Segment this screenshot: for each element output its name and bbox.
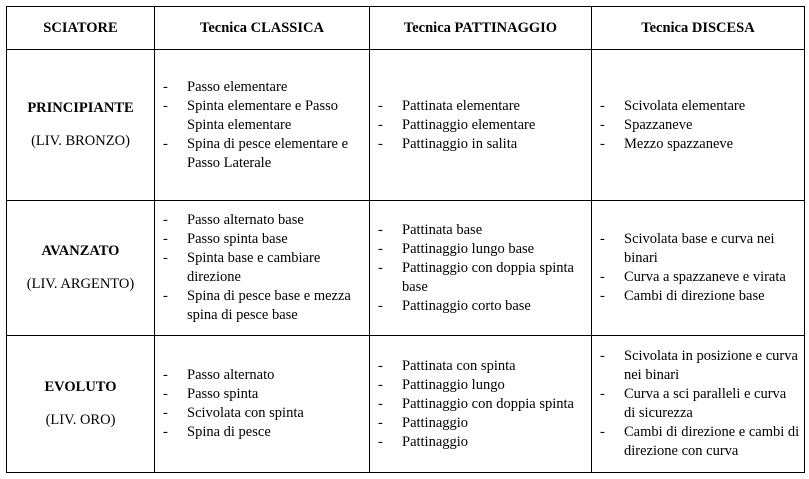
list-item: - Spina di pesce <box>155 423 369 442</box>
table-row <box>7 201 805 336</box>
list-item: - Scivolata elementare <box>592 97 804 116</box>
header-discesa: Tecnica DISCESA <box>592 7 805 50</box>
list-item: - Pattinaggio con doppia spinta <box>370 395 591 414</box>
list-item: - Passo elementare <box>155 78 369 97</box>
level-name: AVANZATO <box>41 243 120 259</box>
list-item: - Scivolata con spinta <box>155 404 369 423</box>
cell-pattinaggio <box>370 201 592 336</box>
cell-pattinaggio <box>370 336 592 473</box>
ski-technique-document <box>6 6 805 473</box>
cell-discesa <box>592 336 805 473</box>
ski-technique-table <box>6 6 805 473</box>
level-cell <box>7 201 155 336</box>
list-item: - Spazzaneve <box>592 116 804 135</box>
list-item: - Spina di pesce base e mezza spina di pesce base <box>155 287 369 325</box>
list-item: - Pattinaggio in salita <box>370 135 591 154</box>
list-item: - Pattinaggio corto base <box>370 297 591 316</box>
list-item: - Pattinata elementare <box>370 97 591 116</box>
list-item: - Spinta base e cambiare direzione <box>155 249 369 287</box>
list-item: - Scivolata base e curva nei binari <box>592 230 804 268</box>
cell-discesa <box>592 201 805 336</box>
list-item: - Cambi di direzione base <box>592 287 804 306</box>
technique-list <box>370 357 591 452</box>
list-item: - Passo spinta <box>155 385 369 404</box>
list-item: - Pattinaggio lungo <box>370 376 591 395</box>
list-item: - Spina di pesce elementare e Passo Laterale <box>155 135 369 173</box>
list-item: - Passo spinta base <box>155 230 369 249</box>
technique-list <box>592 97 804 154</box>
cell-discesa <box>592 50 805 201</box>
cell-classica <box>155 336 370 473</box>
technique-list <box>592 230 804 306</box>
technique-list <box>370 97 591 154</box>
header-classica: Tecnica CLASSICA <box>155 7 370 50</box>
list-item: - Pattinaggio <box>370 433 591 452</box>
header-sciatore: SCIATORE <box>7 7 155 50</box>
level-cell <box>7 50 155 201</box>
list-item: - Curva a spazzaneve e virata <box>592 268 804 287</box>
list-item: - Curva a sci paralleli e curva di sicurezza <box>592 385 804 423</box>
technique-list <box>155 366 369 442</box>
level-cell <box>7 336 155 473</box>
list-item: - Cambi di direzione e cambi di direzione con curva <box>592 423 804 461</box>
list-item: - Spinta elementare e Passo Spinta elementare <box>155 97 369 135</box>
level-badge: (LIV. ORO) <box>45 412 116 428</box>
table-row <box>7 50 805 201</box>
technique-list <box>155 78 369 173</box>
header-pattinaggio: Tecnica PATTINAGGIO <box>370 7 592 50</box>
technique-list <box>155 211 369 325</box>
list-item: - Passo alternato <box>155 366 369 385</box>
level-name: EVOLUTO <box>44 379 117 395</box>
technique-list <box>592 347 804 461</box>
list-item: - Pattinaggio con doppia spinta base <box>370 259 591 297</box>
list-item: - Pattinaggio <box>370 414 591 433</box>
list-item: - Passo alternato base <box>155 211 369 230</box>
list-item: - Pattinaggio elementare <box>370 116 591 135</box>
list-item: - Pattinata con spinta <box>370 357 591 376</box>
list-item: - Scivolata in posizione e curva nei binari <box>592 347 804 385</box>
table-row <box>7 336 805 473</box>
cell-pattinaggio <box>370 50 592 201</box>
technique-list <box>370 221 591 316</box>
cell-classica <box>155 201 370 336</box>
level-name: PRINCIPIANTE <box>27 100 134 116</box>
list-item: - Pattinata base <box>370 221 591 240</box>
list-item: - Pattinaggio lungo base <box>370 240 591 259</box>
level-badge: (LIV. BRONZO) <box>31 133 130 149</box>
level-badge: (LIV. ARGENTO) <box>26 276 135 292</box>
list-item: - Mezzo spazzaneve <box>592 135 804 154</box>
header-row <box>7 7 805 50</box>
cell-classica <box>155 50 370 201</box>
